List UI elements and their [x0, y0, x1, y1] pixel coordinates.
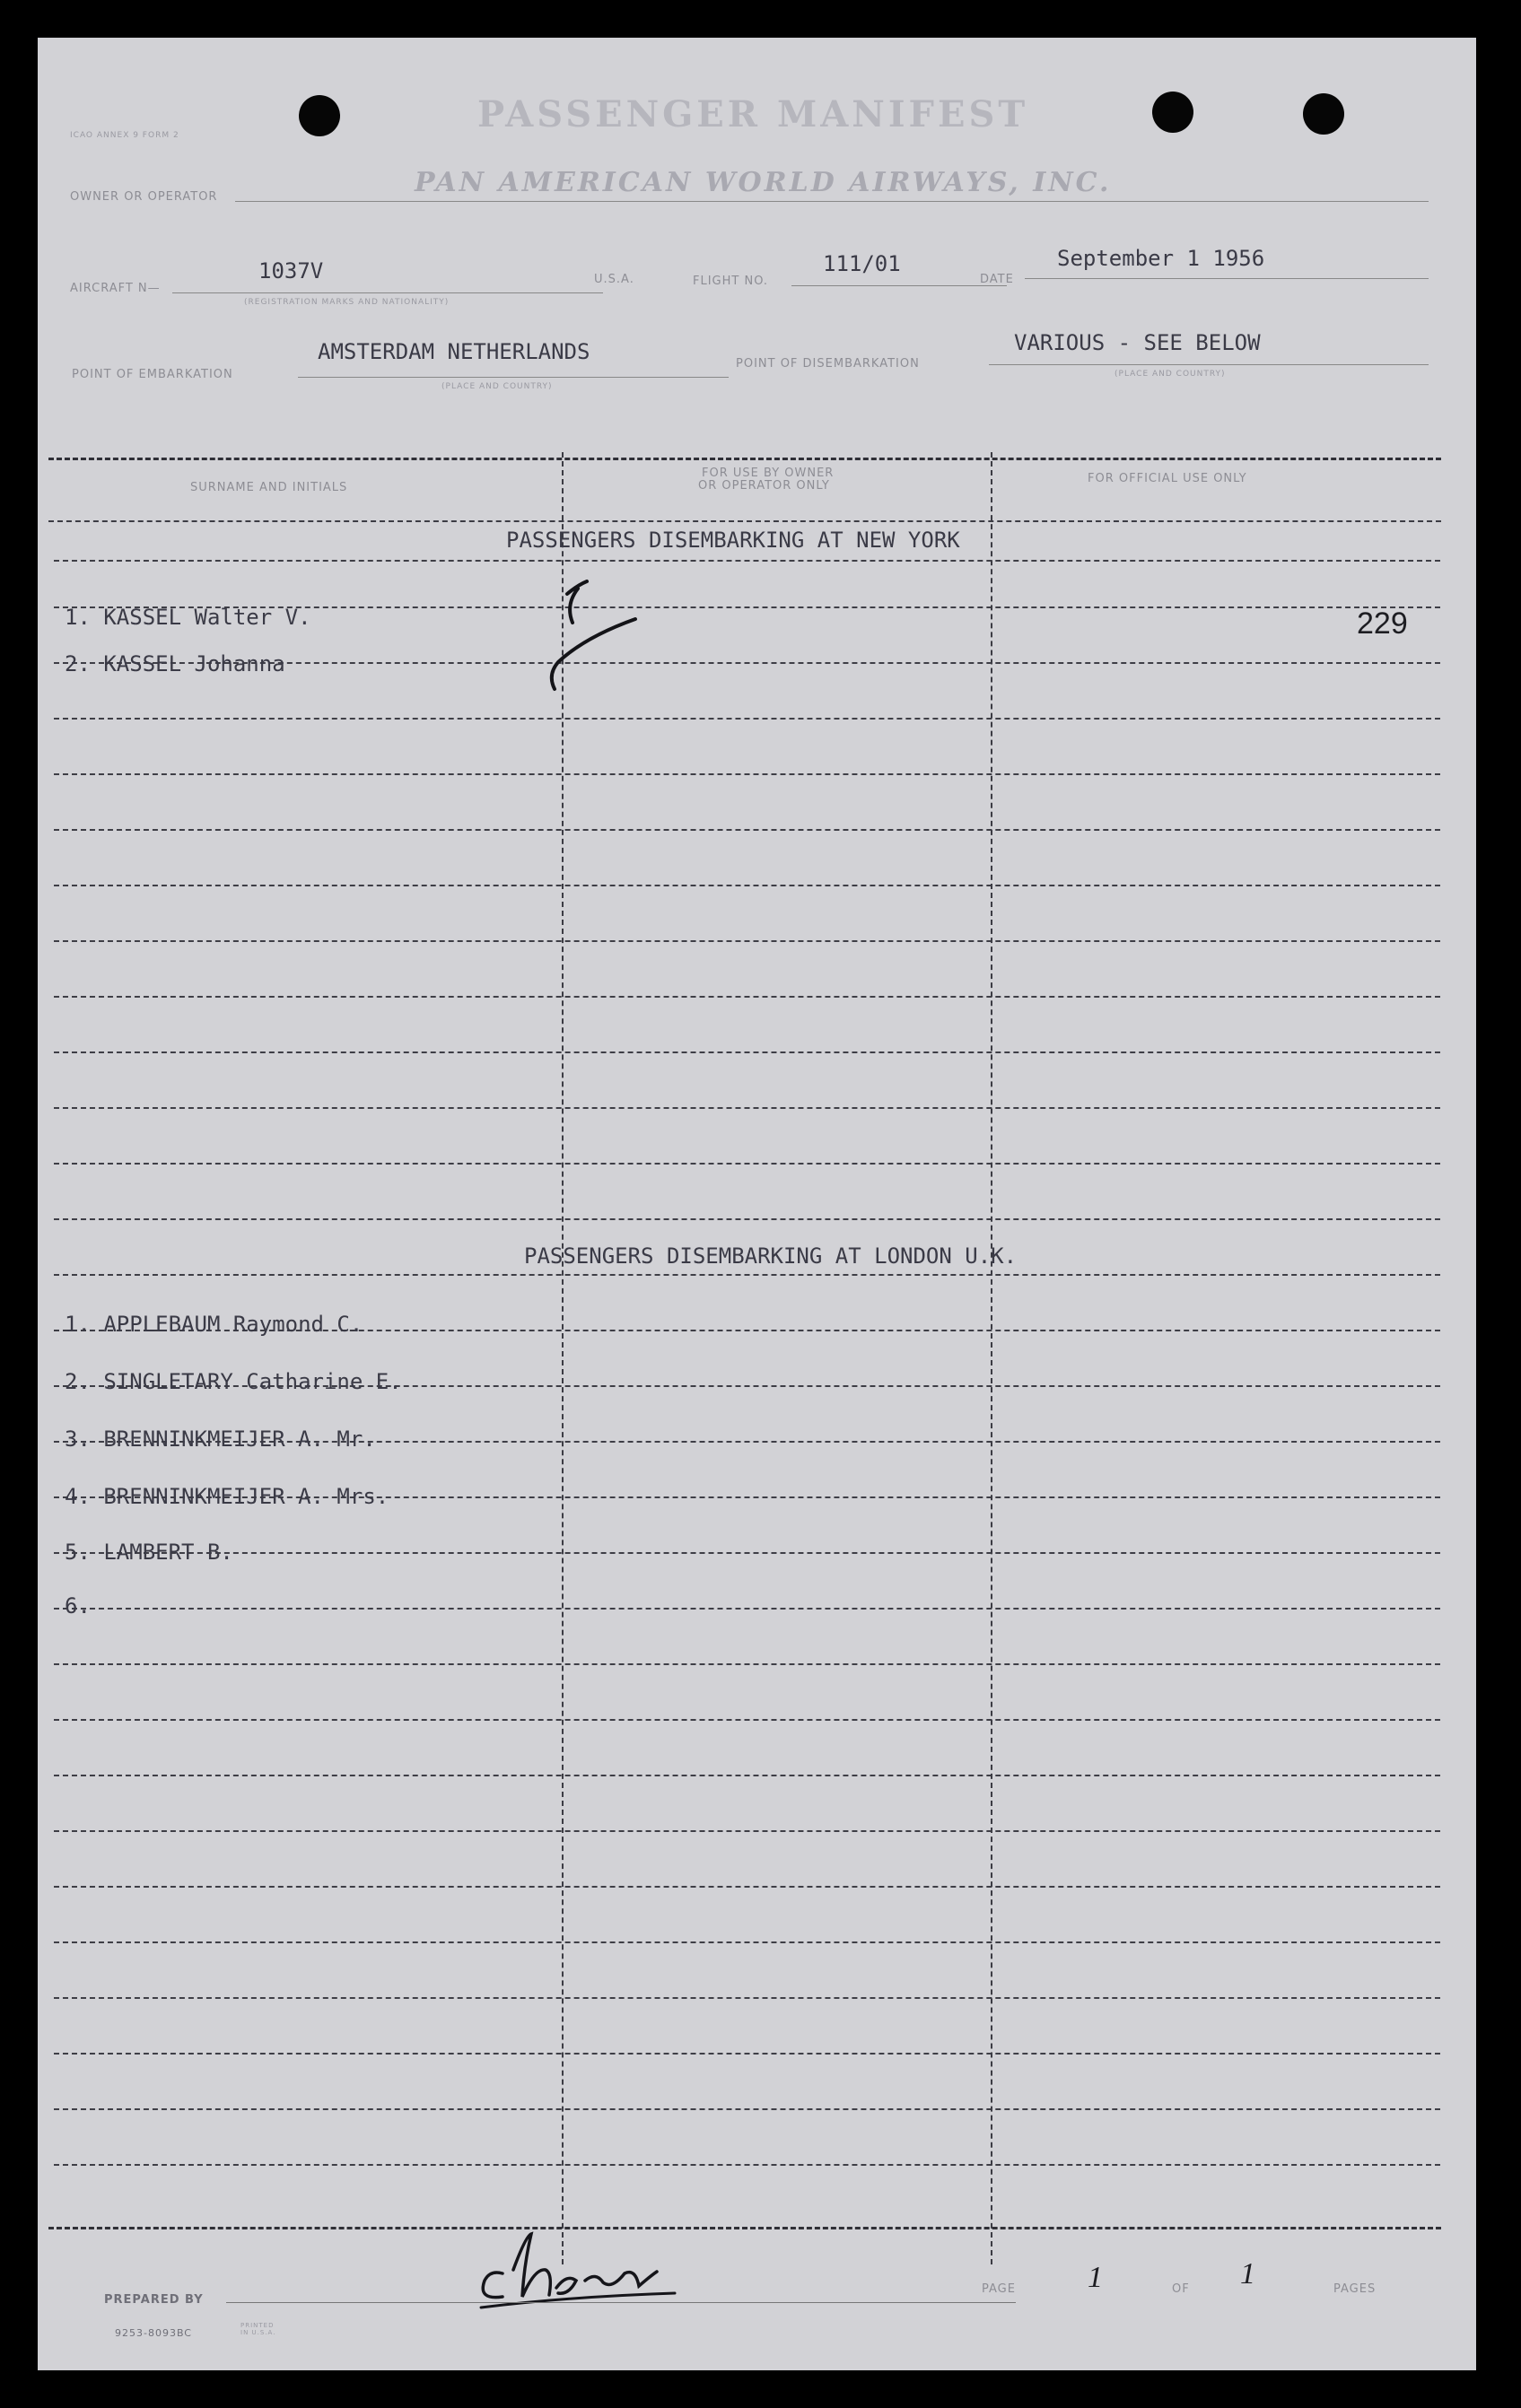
- col-owner-header-1: FOR USE BY OWNER: [702, 467, 835, 480]
- ruled-line: [54, 560, 1440, 562]
- disembark-label: POINT OF DISEMBARKATION: [736, 357, 920, 371]
- ruled-line: [54, 2053, 1440, 2055]
- aircraft-label: AIRCRAFT N—: [70, 282, 161, 295]
- prepared-by-label: PREPARED BY: [104, 2293, 204, 2307]
- form-code: 9253-8093BC: [115, 2327, 192, 2339]
- passenger-entry: 1. KASSEL Walter V.: [65, 605, 311, 630]
- section-heading-london: PASSENGERS DISEMBARKING AT LONDON U.K.: [524, 1243, 1018, 1269]
- disembark-sub: (PLACE AND COUNTRY): [1115, 370, 1226, 379]
- column-divider-1: [562, 452, 564, 2264]
- embark-value: AMSTERDAM NETHERLANDS: [318, 339, 590, 364]
- ruled-line: [54, 2164, 1440, 2166]
- embark-sub: (PLACE AND COUNTRY): [441, 382, 553, 391]
- flight-underline: [791, 285, 1007, 286]
- ruled-line: [54, 940, 1440, 942]
- ruled-line: [54, 1218, 1440, 1220]
- ruled-line: [54, 1107, 1440, 1109]
- aircraft-underline: [172, 292, 603, 293]
- official-number: 229: [1357, 606, 1408, 641]
- flight-value: 111/01: [823, 251, 901, 276]
- check-mark-icon: [522, 538, 684, 700]
- col-owner-header-2: OR OPERATOR ONLY: [698, 479, 830, 493]
- passenger-entry: 1. APPLEBAUM Raymond C.: [65, 1312, 363, 1337]
- owner-underline: [235, 201, 1429, 202]
- ruled-line: [54, 1775, 1440, 1776]
- table-header-rule: [48, 520, 1441, 522]
- form-title: PASSENGER MANIFEST: [477, 93, 1029, 135]
- table-top-rule: [48, 458, 1441, 460]
- owner-value: PAN AMERICAN WORLD AIRWAYS, INC.: [415, 167, 1112, 198]
- ruled-line: [54, 2108, 1440, 2110]
- aircraft-sub: (REGISTRATION MARKS AND NATIONALITY): [244, 298, 450, 307]
- section-heading-new-york: PASSENGERS DISEMBARKING AT NEW YORK: [506, 528, 960, 553]
- form-annex-label: ICAO ANNEX 9 FORM 2: [70, 131, 179, 140]
- passenger-entry: 2. KASSEL Johanna: [65, 651, 285, 676]
- printed-mark: PRINTED IN U.S.A.: [240, 2322, 276, 2336]
- ruled-line: [54, 1997, 1440, 1999]
- of-label: OF: [1172, 2282, 1190, 2296]
- ruled-line: [54, 1719, 1440, 1721]
- embark-label: POINT OF EMBARKATION: [72, 368, 233, 381]
- ruled-line: [54, 1051, 1440, 1053]
- ruled-line: [54, 718, 1440, 720]
- punch-hole-right-1: [1152, 92, 1193, 133]
- ruled-line: [54, 1830, 1440, 1832]
- disembark-value: VARIOUS - SEE BELOW: [1014, 330, 1261, 355]
- prepared-by-line: [226, 2302, 1016, 2303]
- manifest-page: [38, 38, 1476, 2370]
- passenger-entry: 6.: [65, 1593, 91, 1618]
- ruled-line: [54, 773, 1440, 775]
- passenger-entry: 5. LAMBERT B.: [65, 1540, 233, 1565]
- col-official-header: FOR OFFICIAL USE ONLY: [1088, 472, 1247, 485]
- passenger-entry: 3. BRENNINKMEIJER A. Mr.: [65, 1426, 376, 1452]
- signature-icon: [459, 2218, 747, 2325]
- embark-underline: [298, 377, 729, 378]
- punch-hole-right-2: [1303, 93, 1344, 135]
- ruled-line: [54, 829, 1440, 831]
- ruled-line: [54, 1163, 1440, 1165]
- ruled-line: [54, 1663, 1440, 1665]
- date-label: DATE: [980, 273, 1014, 286]
- date-underline: [1025, 278, 1429, 279]
- usa-label: U.S.A.: [594, 273, 634, 286]
- page-label: PAGE: [982, 2282, 1016, 2296]
- col-surname-header: SURNAME AND INITIALS: [190, 481, 348, 494]
- pages-label: PAGES: [1333, 2282, 1377, 2296]
- page-value: 1: [1088, 2261, 1103, 2294]
- date-value: September 1 1956: [1057, 246, 1265, 271]
- disembark-underline: [989, 364, 1429, 365]
- ruled-line: [54, 885, 1440, 886]
- passenger-entry: 2. SINGLETARY Catharine E.: [65, 1369, 402, 1394]
- of-value: 1: [1240, 2257, 1255, 2290]
- passenger-entry: 4. BRENNINKMEIJER A. Mrs.: [65, 1484, 389, 1509]
- owner-label: OWNER OR OPERATOR: [70, 190, 218, 204]
- ruled-line: [54, 1274, 1440, 1276]
- ruled-line: [54, 1886, 1440, 1888]
- ruled-line: [54, 996, 1440, 998]
- ruled-line: [54, 1608, 1440, 1610]
- ruled-line: [54, 1552, 1440, 1554]
- punch-hole-left: [299, 95, 340, 136]
- column-divider-2: [991, 452, 992, 2264]
- ruled-line: [54, 1941, 1440, 1943]
- aircraft-value: 1037V: [258, 258, 324, 284]
- flight-label: FLIGHT NO.: [693, 275, 769, 288]
